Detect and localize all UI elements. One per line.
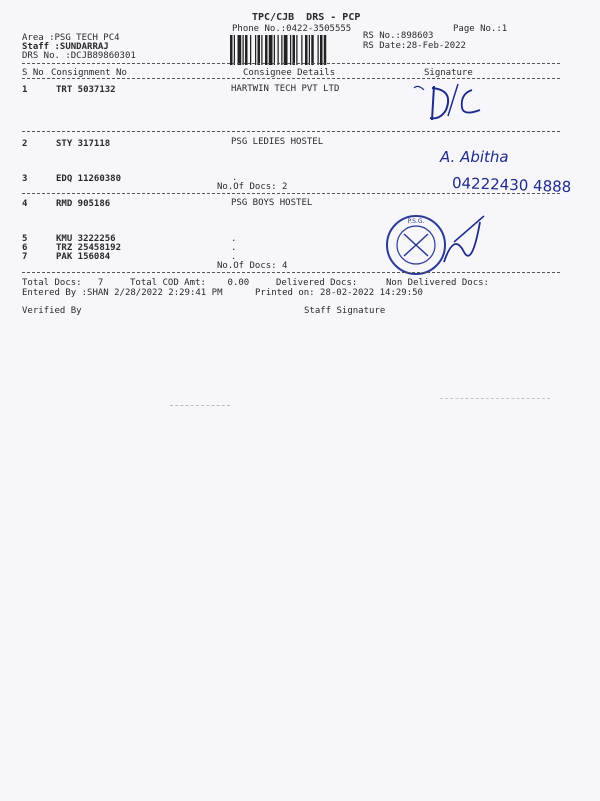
row-consignment: TRT 5037132: [56, 85, 116, 95]
verified-by: Verified By: [22, 306, 82, 316]
column-consignment: Consignment No: [51, 68, 127, 78]
company-stamp: [384, 212, 494, 278]
document-title: TPC/CJB DRS - PCP: [252, 12, 361, 23]
area-field: Area :PSG TECH PC4: [22, 33, 120, 43]
row-consignment: KMU 3222256: [56, 234, 116, 244]
row-consignee: HARTWIN TECH PVT LTD: [231, 84, 340, 94]
non-delivered-docs: Non Delivered Docs:: [386, 278, 489, 288]
row-consignment: PAK 156084: [56, 252, 111, 262]
column-sno: S No: [22, 68, 44, 78]
delivered-docs: Delivered Docs:: [276, 278, 358, 288]
page-number: Page No.:1: [453, 24, 508, 34]
column-signature: Signature: [424, 68, 473, 78]
row-consignee: PSG LEDIES HOSTEL: [231, 137, 324, 147]
row-consignment: STY 317118: [56, 139, 111, 149]
group-doc-count: No.Of Docs: 4: [217, 261, 288, 271]
divider: [22, 193, 560, 194]
row-consignment: TRZ 25458192: [56, 243, 122, 253]
phone-number: Phone No.:0422-3505555: [232, 24, 352, 34]
row-consignee: .: [231, 243, 237, 253]
handwritten-name: A. Abitha: [440, 148, 509, 166]
group-doc-count: No.Of Docs: 2: [217, 182, 288, 192]
row-sno: 7: [22, 252, 28, 262]
scan-line: [170, 405, 230, 406]
total-cod: Total COD Amt: 0.00: [130, 278, 250, 288]
row-consignee: PSG BOYS HOSTEL: [231, 198, 313, 208]
rs-date: RS Date:28-Feb-2022: [363, 41, 466, 51]
row-sno: 5: [22, 234, 28, 244]
divider: [22, 78, 560, 79]
divider: [22, 272, 560, 273]
row-consignment: RMD 905186: [56, 199, 111, 209]
row-sno: 3: [22, 174, 28, 184]
divider: [22, 63, 560, 64]
row-consignee: .: [231, 252, 237, 262]
rs-number: RS No.:898603: [363, 31, 434, 41]
row-sno: 6: [22, 243, 28, 253]
row-sno: 4: [22, 199, 28, 209]
total-docs: Total Docs: 7: [22, 278, 104, 288]
stamp-text: P.S.G.: [407, 218, 425, 225]
column-consignee: Consignee Details: [243, 68, 336, 78]
staff-signature: Staff Signature: [304, 306, 386, 316]
drs-number: DRS No. :DCJB89860301: [22, 51, 136, 61]
divider: [22, 131, 560, 132]
handwritten-phone: 04222430 4888: [451, 173, 572, 197]
row-consignee: .: [231, 234, 237, 244]
signature-scribble: [410, 80, 490, 122]
entered-by: Entered By :SHAN 2/28/2022 2:29:41 PM: [22, 288, 223, 298]
row-sno: 1: [22, 85, 28, 95]
row-sno: 2: [22, 139, 28, 149]
group-dot: .: [232, 173, 238, 183]
staff-field: Staff :SUNDARRAJ: [22, 42, 109, 52]
barcode: [230, 35, 356, 65]
printed-on: Printed on: 28-02-2022 14:29:50: [255, 288, 423, 298]
scan-line: [440, 398, 550, 399]
row-consignment: EDQ 11260380: [56, 174, 122, 184]
